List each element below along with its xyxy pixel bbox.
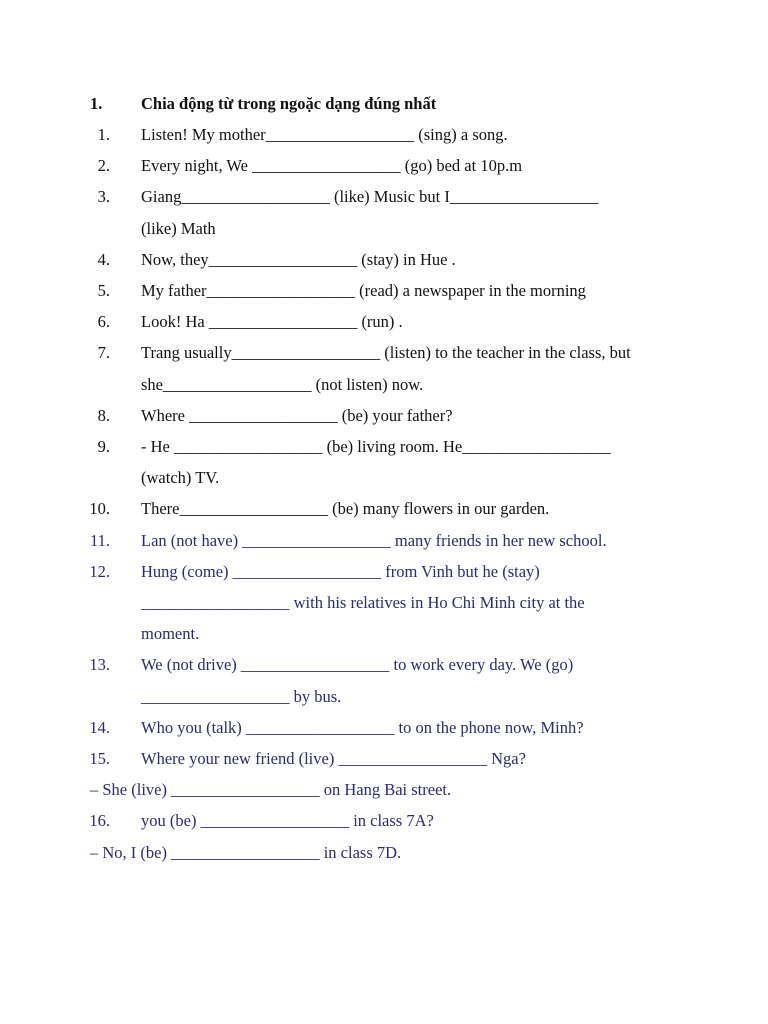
- question-line: [0, 716, 768, 740]
- question-line: [0, 497, 768, 521]
- answer-text: – No, I (be) __________________ in class 7D.: [90, 843, 402, 862]
- question-text: you (be) __________________ in class 7A?: [141, 811, 434, 830]
- question-text: - He __________________ (be) living room. He__________________: [141, 437, 611, 456]
- question-number: 3.: [97, 187, 110, 206]
- question-text: Trang usually__________________ (listen) to the teacher in the class, but: [141, 343, 631, 362]
- question-text: __________________ by bus.: [141, 687, 342, 706]
- question-line: [0, 310, 768, 334]
- question-number: 11.: [89, 531, 110, 550]
- question-number: 1.: [97, 125, 110, 144]
- question-number: 7.: [97, 343, 110, 362]
- question-text: Every night, We __________________ (go) bed at 10p.m: [141, 156, 523, 175]
- question-line: [0, 185, 768, 209]
- question-number: 4.: [97, 250, 110, 269]
- question-continuation: [0, 685, 768, 709]
- exercise-heading: [0, 92, 768, 116]
- question-text: Who you (talk) __________________ to on the phone now, Minh?: [141, 718, 584, 737]
- question-number: 15.: [89, 749, 110, 768]
- question-number: 9.: [97, 437, 110, 456]
- question-text: There__________________ (be) many flowers in our garden.: [141, 499, 550, 518]
- heading-number: 1.: [90, 94, 103, 113]
- question-text: Where your new friend (live) __________________ Nga?: [141, 749, 526, 768]
- question-text: (watch) TV.: [141, 468, 220, 487]
- answer-line: [0, 778, 768, 802]
- question-number: 8.: [97, 406, 110, 425]
- question-line: [0, 404, 768, 428]
- question-line: [0, 279, 768, 303]
- question-text: __________________ with his relatives in Ho Chi Minh city at the: [141, 593, 585, 612]
- answer-line: [0, 841, 768, 865]
- question-continuation: [0, 217, 768, 241]
- question-number: 10.: [89, 499, 110, 518]
- question-number: 13.: [89, 655, 110, 674]
- question-continuation: [0, 591, 768, 615]
- question-continuation: [0, 622, 768, 646]
- question-text: moment.: [141, 624, 200, 643]
- question-text: Hung (come) __________________ from Vinh but he (stay): [141, 562, 540, 581]
- answer-text: – She (live) __________________ on Hang Bai street.: [90, 780, 452, 799]
- question-line: [0, 435, 768, 459]
- question-text: My father__________________ (read) a newspaper in the morning: [141, 281, 586, 300]
- question-line: [0, 560, 768, 584]
- question-text: Where __________________ (be) your father?: [141, 406, 453, 425]
- question-line: [0, 809, 768, 833]
- question-line: [0, 248, 768, 272]
- question-number: 14.: [89, 718, 110, 737]
- question-line: [0, 529, 768, 553]
- question-text: Listen! My mother__________________ (sing) a song.: [141, 125, 508, 144]
- question-text: Look! Ha __________________ (run) .: [141, 312, 403, 331]
- question-number: 2.: [97, 156, 110, 175]
- question-text: Lan (not have) __________________ many friends in her new school.: [141, 531, 607, 550]
- question-number: 6.: [97, 312, 110, 331]
- question-continuation: [0, 466, 768, 490]
- question-text: she__________________ (not listen) now.: [141, 375, 424, 394]
- question-text: Giang__________________ (like) Music but I__________________: [141, 187, 599, 206]
- question-line: [0, 653, 768, 677]
- question-text: (like) Math: [141, 219, 216, 238]
- question-number: 12.: [89, 562, 110, 581]
- heading-title: Chia động từ trong ngoặc dạng đúng nhất: [141, 94, 437, 113]
- question-text: We (not drive) __________________ to work every day. We (go): [141, 655, 574, 674]
- question-line: [0, 341, 768, 365]
- question-number: 5.: [97, 281, 110, 300]
- question-continuation: [0, 373, 768, 397]
- question-line: [0, 154, 768, 178]
- question-line: [0, 747, 768, 771]
- question-line: [0, 123, 768, 147]
- question-text: Now, they__________________ (stay) in Hue .: [141, 250, 456, 269]
- question-number: 16.: [89, 811, 110, 830]
